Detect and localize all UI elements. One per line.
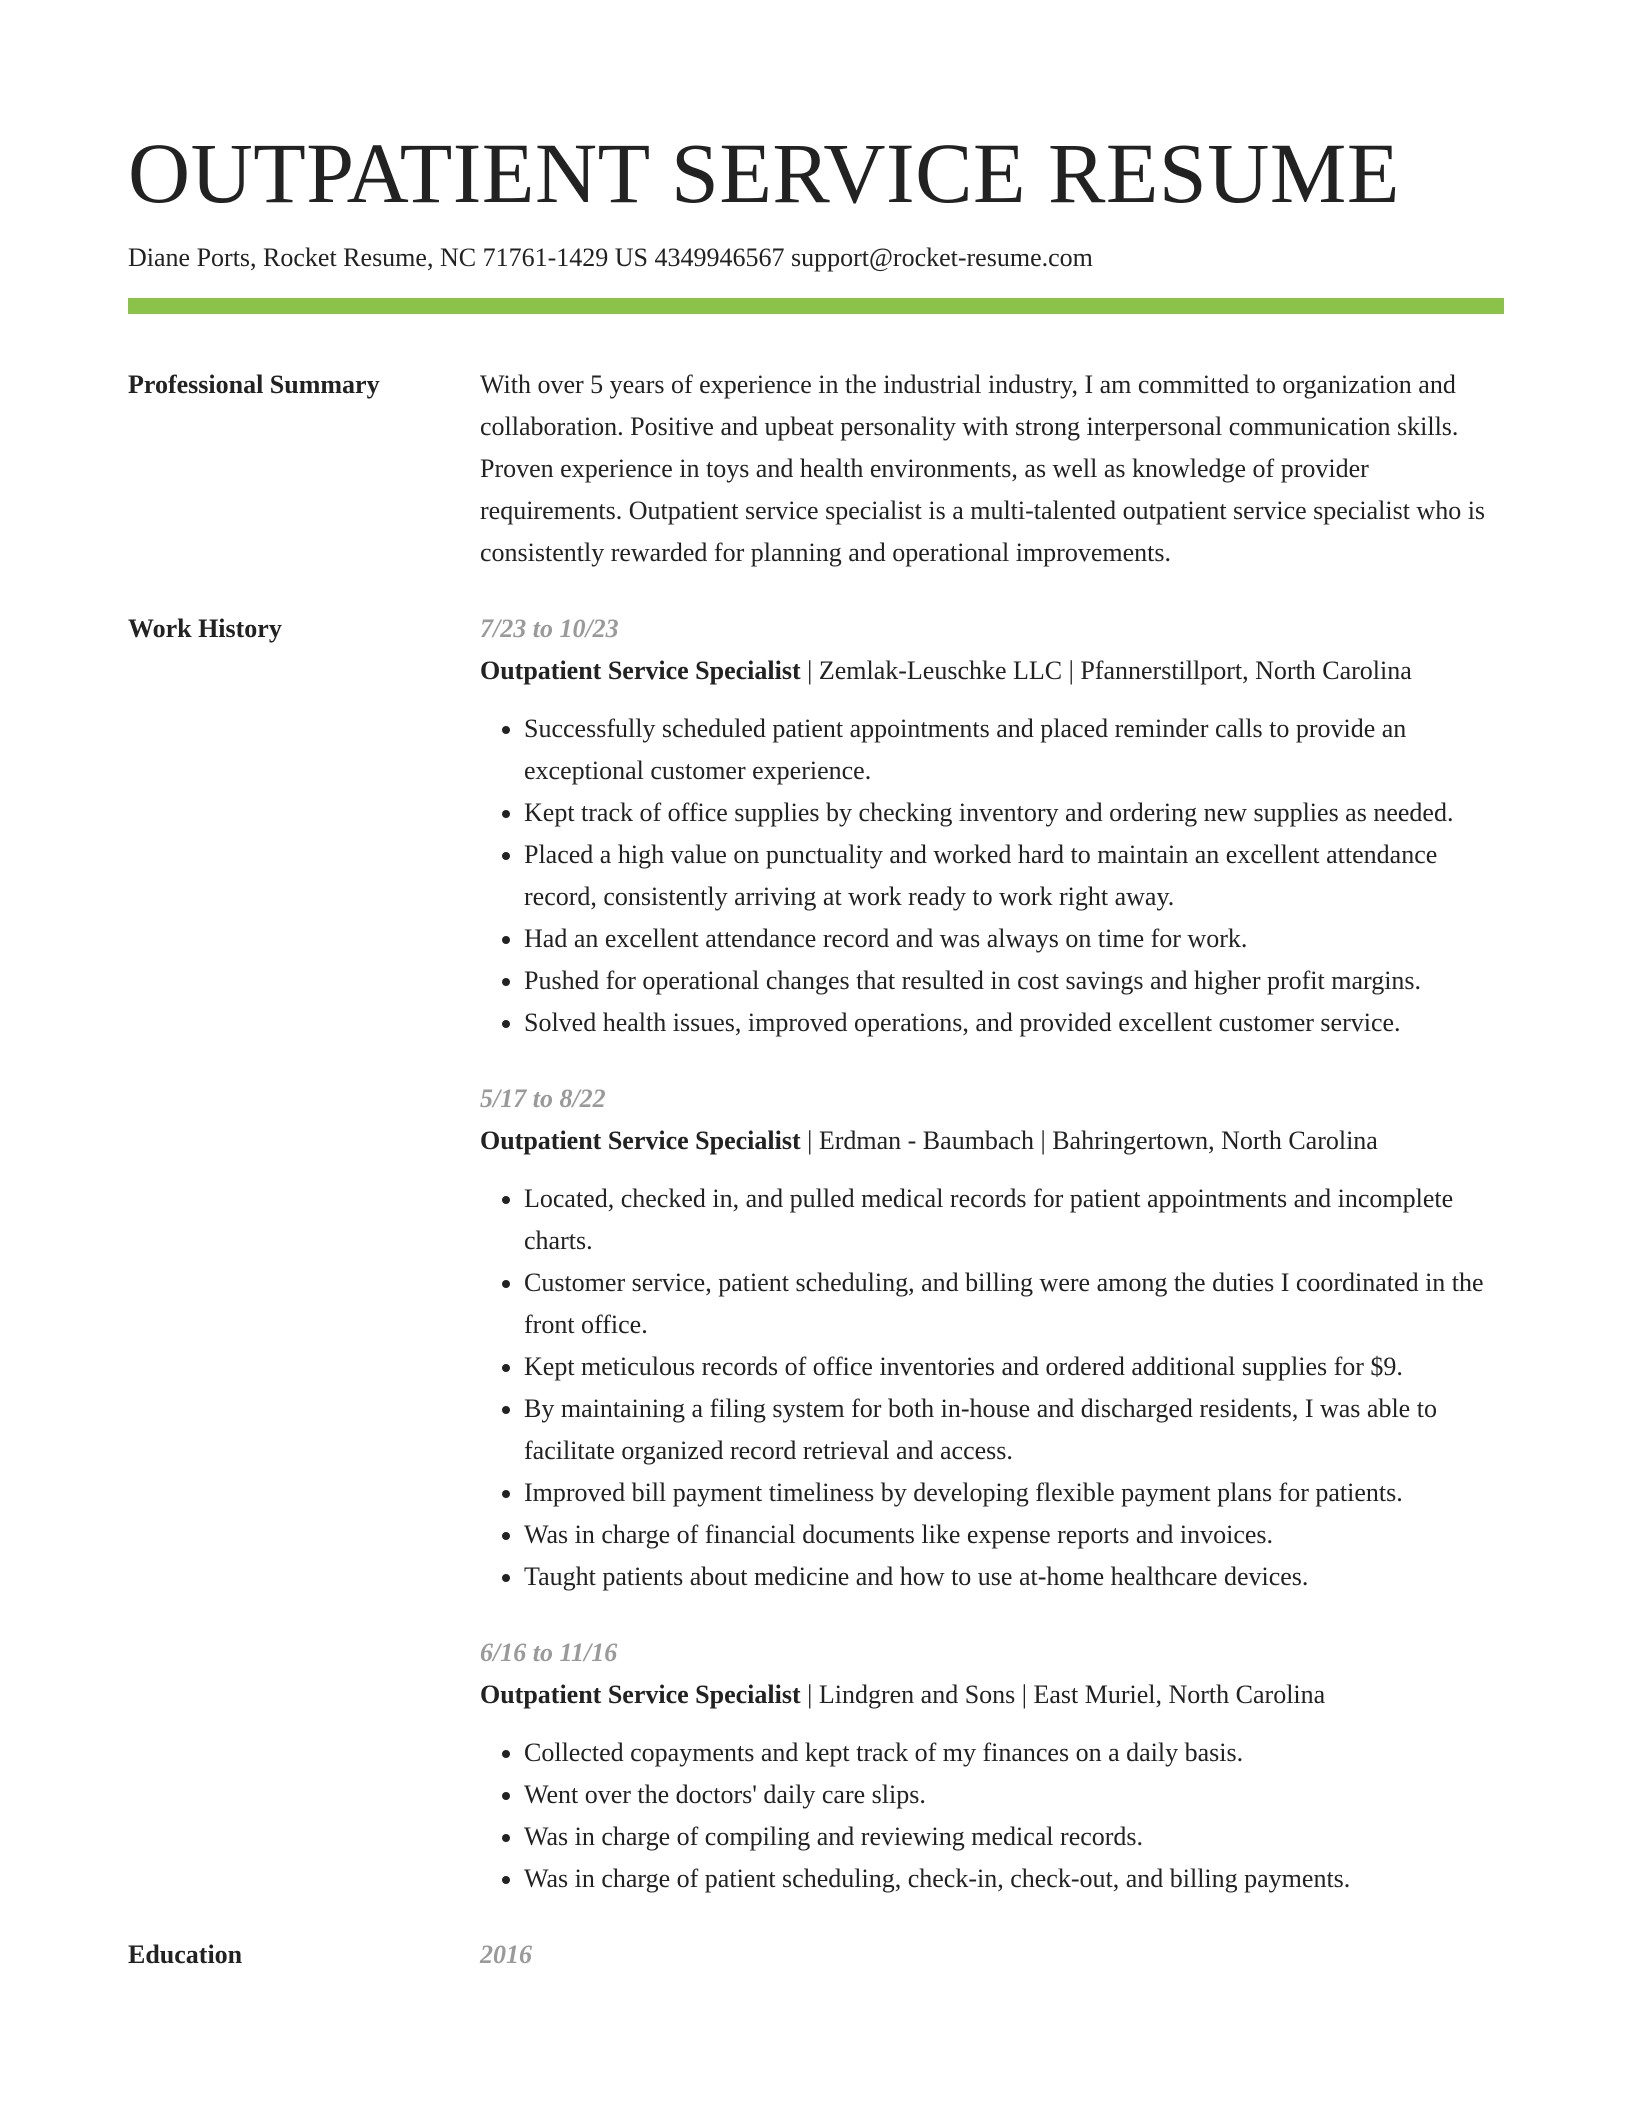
job-bullets: [480, 1732, 1504, 1900]
list-item: • Taught patients about medicine and how to use at-home healthcare devices.: [524, 1556, 1504, 1598]
education-section: [128, 1934, 1504, 1976]
section-body: [480, 364, 1504, 574]
job-entry: [480, 1078, 1504, 1598]
section-label: Professional Summary: [128, 370, 380, 399]
work-history-section: [128, 608, 1504, 1900]
list-item: • Improved bill payment timeliness by developing flexible payment plans for patients.: [524, 1472, 1504, 1514]
job-details: | Erdman - Baumbach | Bahringertown, North Carolina: [800, 1126, 1378, 1155]
list-item: • Kept track of office supplies by checking inventory and ordering new supplies as needed.: [524, 792, 1504, 834]
job-bullets: [480, 708, 1504, 1044]
job-title: Outpatient Service Specialist: [480, 656, 801, 685]
job-dates: 7/23 to 10/23: [480, 614, 619, 643]
list-item: • Kept meticulous records of office inventories and ordered additional supplies for $9.: [524, 1346, 1504, 1388]
list-item: • Collected copayments and kept track of my finances on a daily basis.: [524, 1732, 1504, 1774]
header-divider: [128, 298, 1504, 314]
list-item: • Had an excellent attendance record and was always on time for work.: [524, 918, 1504, 960]
job-title: Outpatient Service Specialist: [480, 1126, 801, 1155]
list-item: • Placed a high value on punctuality and worked hard to maintain an excellent attendance record, consistently arriving at work ready to work right away.: [524, 834, 1504, 918]
list-item: • Solved health issues, improved operations, and provided excellent customer service.: [524, 1002, 1504, 1044]
job-entry: [480, 1632, 1504, 1900]
section-label: Education: [128, 1940, 243, 1969]
education-dates: 2016: [480, 1940, 532, 1969]
list-item: • Was in charge of compiling and reviewing medical records.: [524, 1816, 1504, 1858]
contact-line: Diane Ports, Rocket Resume, NC 71761-1429 US 4349946567 support@rocket-resume.com: [128, 243, 1093, 272]
job-heading: [480, 1120, 1504, 1162]
job-heading: [480, 1674, 1504, 1716]
resume-title: OUTPATIENT SERVICE RESUME: [128, 125, 1400, 221]
list-item: • Customer service, patient scheduling, and billing were among the duties I coordinated in the front office.: [524, 1262, 1504, 1346]
job-details: | Lindgren and Sons | East Muriel, North Carolina: [800, 1680, 1326, 1709]
job-dates: 6/16 to 11/16: [480, 1638, 618, 1667]
summary-text: With over 5 years of experience in the industrial industry, I am committed to organization and collaboration. Positive and upbeat personality with strong interpersonal communication skills. Proven experience in toys and health environments, as well as knowledge of provider requirements. Outpatient service specialist is a multi-talented outpatient service specialist who is consistently rewarded for planning and operational improvements.: [480, 370, 1486, 567]
job-entry: [480, 608, 1504, 1044]
list-item: • By maintaining a filing system for both in-house and discharged residents, I was able to facilitate organized record retrieval and access.: [524, 1388, 1504, 1472]
job-bullets: [480, 1178, 1504, 1598]
list-item: • Successfully scheduled patient appointments and placed reminder calls to provide an exceptional customer experience.: [524, 708, 1504, 792]
job-details: | Zemlak-Leuschke LLC | Pfannerstillport, North Carolina: [800, 656, 1412, 685]
job-heading: [480, 650, 1504, 692]
section-body: [480, 608, 1504, 1900]
list-item: • Located, checked in, and pulled medical records for patient appointments and incomplete charts.: [524, 1178, 1504, 1262]
list-item: • Was in charge of financial documents like expense reports and invoices.: [524, 1514, 1504, 1556]
list-item: • Went over the doctors' daily care slips.: [524, 1774, 1504, 1816]
section-body: [480, 1934, 1504, 1976]
job-dates: 5/17 to 8/22: [480, 1084, 606, 1113]
list-item: • Was in charge of patient scheduling, check-in, check-out, and billing payments.: [524, 1858, 1504, 1900]
section-label: Work History: [128, 614, 282, 643]
professional-summary-section: [128, 364, 1504, 574]
list-item: • Pushed for operational changes that resulted in cost savings and higher profit margins.: [524, 960, 1504, 1002]
job-title: Outpatient Service Specialist: [480, 1680, 801, 1709]
